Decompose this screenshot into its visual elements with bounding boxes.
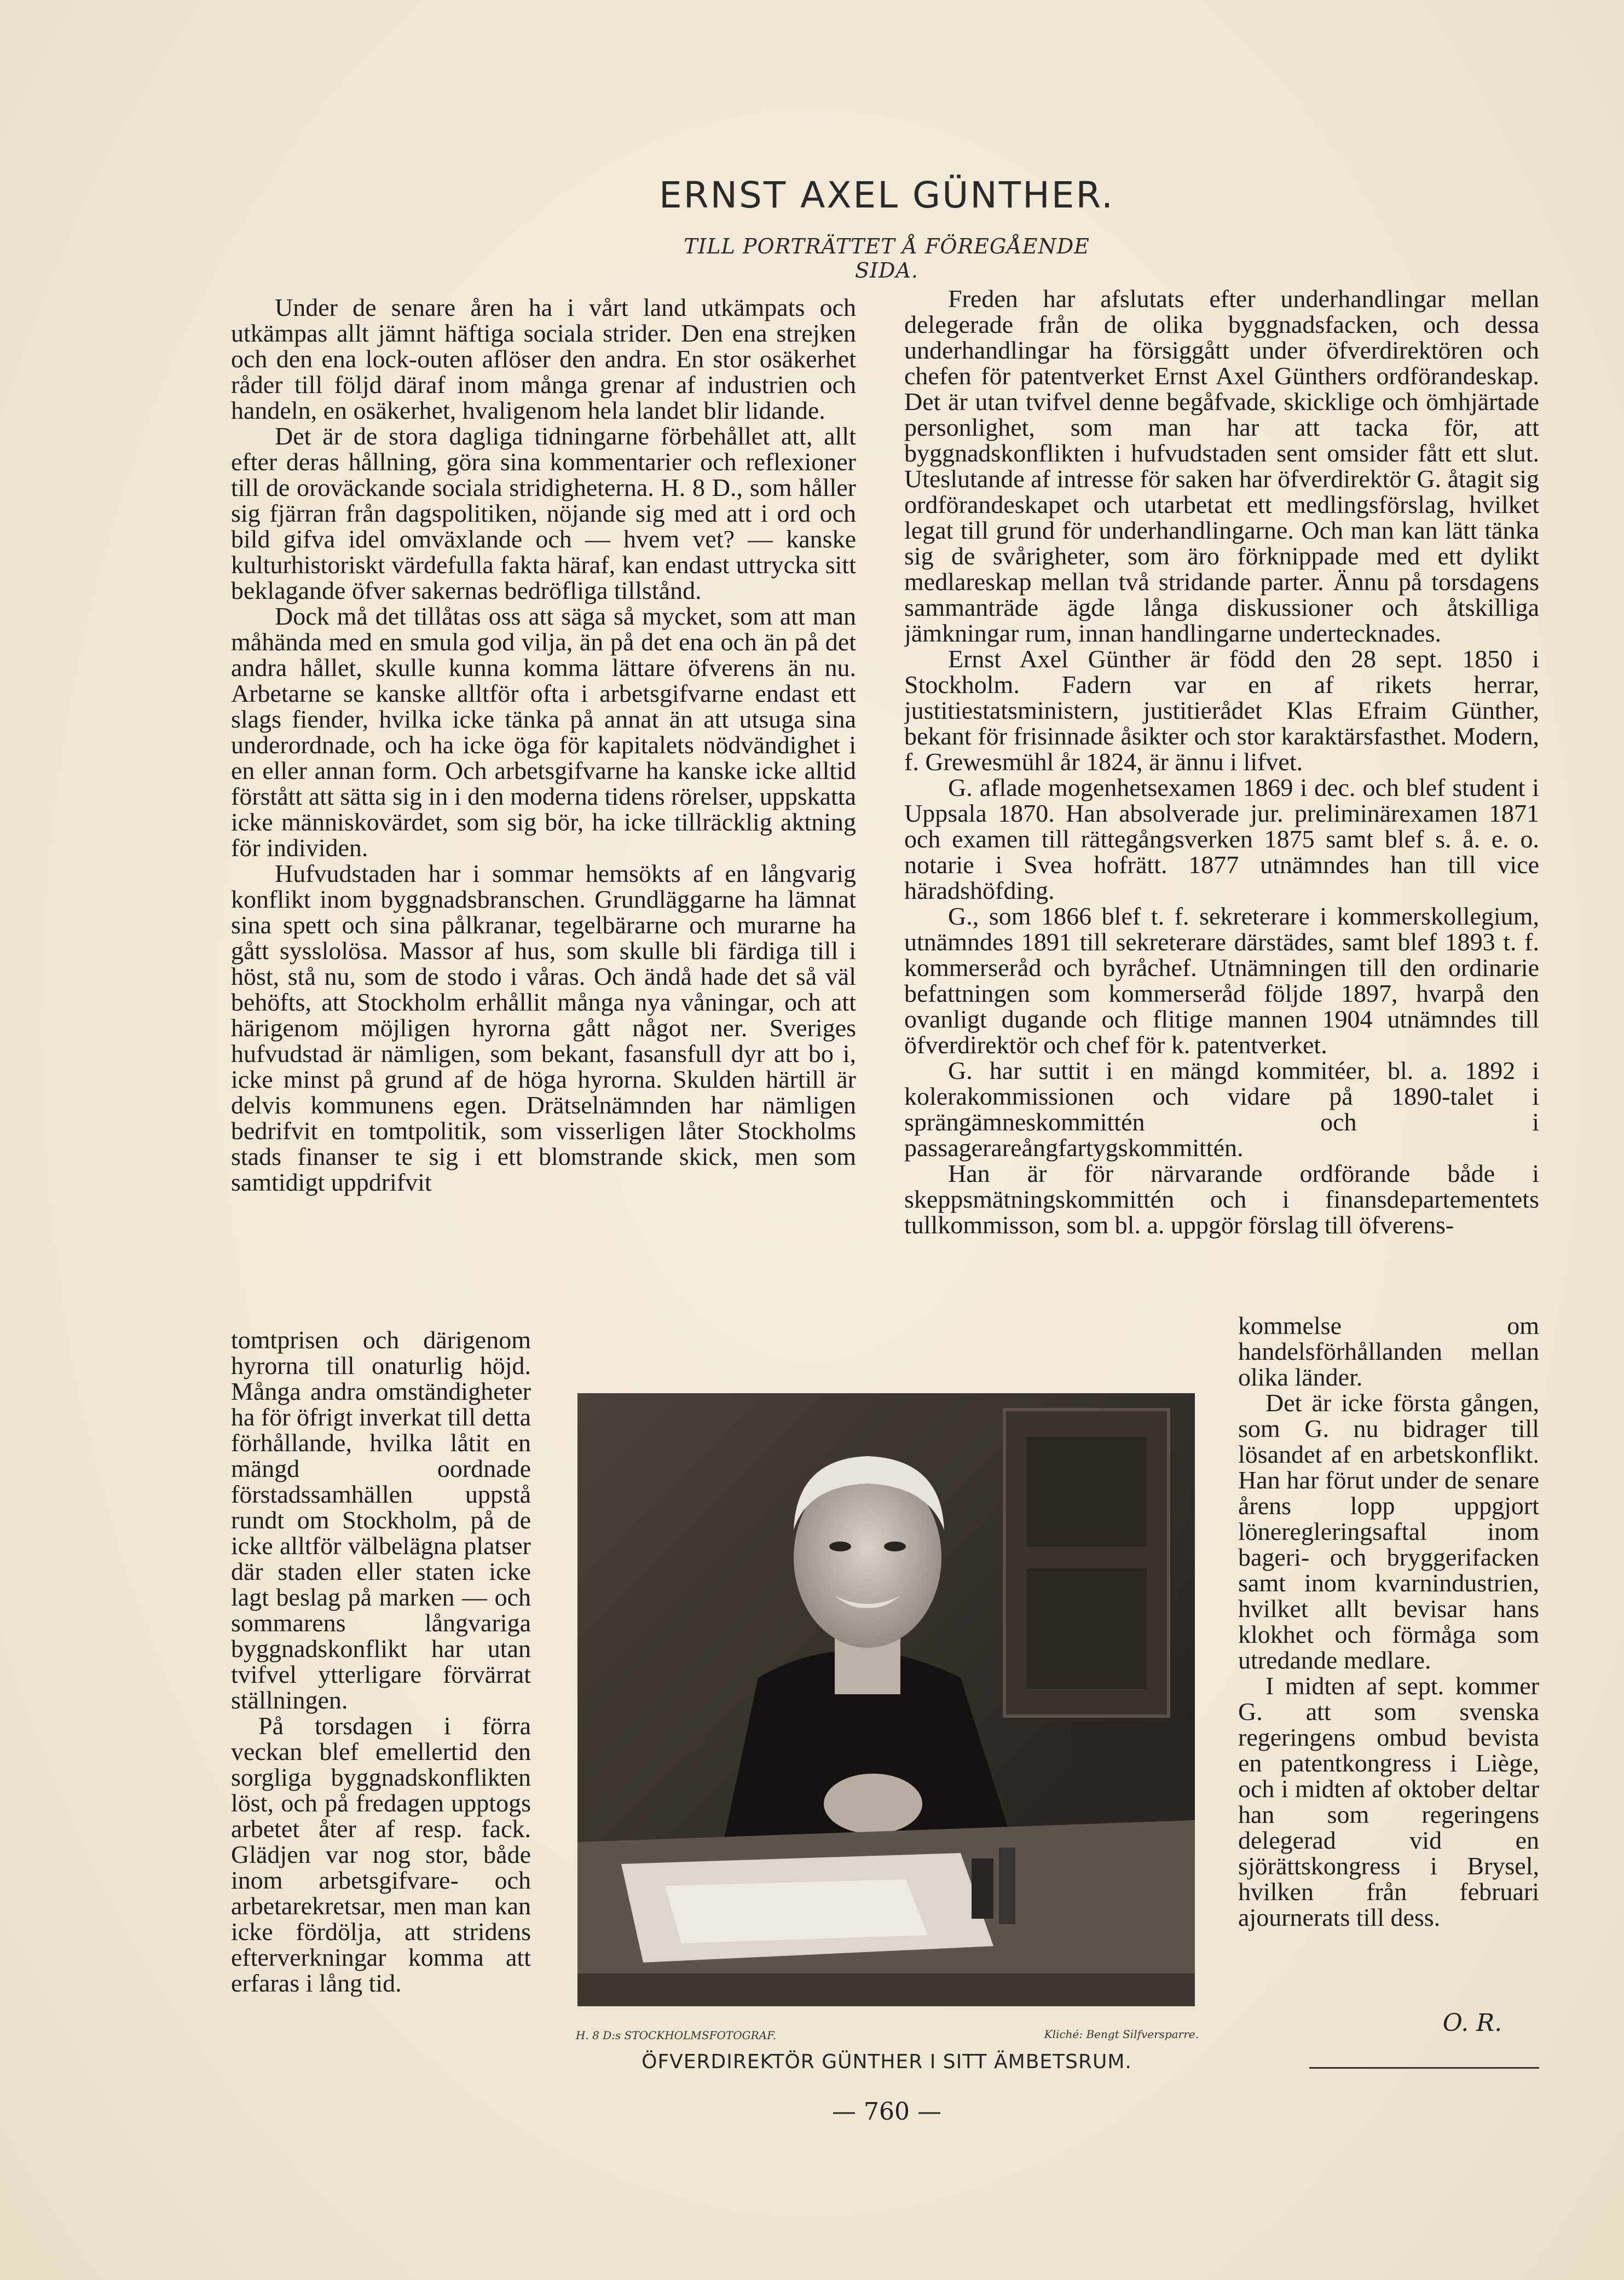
left-column <box>231 295 856 1340</box>
portrait-illustration <box>577 1393 1195 2006</box>
paragraph: kommelse om handelsförhållanden mellan olika länder. <box>1238 1313 1539 1391</box>
photo-caption: ÖFVERDIREKTÖR GÜNTHER I SITT ÄMBETSRUM. <box>641 2051 1132 2073</box>
article-title: ERNST AXEL GÜNTHER. <box>659 174 1114 216</box>
paragraph: tomtprisen och därigenom hyrorna till onaturlig höjd. Många andra omständigheter ha för öfrigt inverkat till detta förhållande, hvilka låtit en mängd oordnade förstadssamhällen uppstå rundt om Stockholm, på de icke alltför välbelägna platser där staden eller staten icke lagt beslag på marken — och sommarens långvariga byggnadskonflikt har utan tvifvel ytterligare förvärrat ställningen. <box>231 1327 531 1714</box>
signature-rule <box>1309 2067 1539 2069</box>
paragraph: G., som 1866 blef t. f. sekreterare i kommerskollegium, utnämndes 1891 till sekreterare därstädes, samt blef 1893 t. f. kommerseråd och byråchef. Utnämningen till den ordinarie befattningen som kommerseråd följde 1897, hvarpå den ovanligt dugande och flitige mannen 1904 utnämndes till öfverdirektör och chef för k. patentverket. <box>904 902 1539 1059</box>
paragraph: På torsdagen i förra veckan blef emellertid den sorgliga byggnadskonflikten löst, och på fredagen upptogs arbetet åter af resp. fack. Glädjen var nog stor, både inom arbetsgifvare- och arbetarekretsar, men man kan icke fördölja, att stridens efterverkningar komma att erfaras i lång tid. <box>231 1712 531 1997</box>
paragraph: Det är de stora dagliga tidningarne förbehållet att, allt efter deras hållning, göra sina kommentarier och reflexioner till de oroväckande sociala stridigheterna. H. 8 D., som håller sig fjärran från dagspolitiken, nöjande sig med att i ord och bild gifva idel omväxlande och — hvem vet? — kanske kulturhistoriskt värdefulla fakta häraf, kan endast uttrycka sitt beklagande öfver sakernas bedröfliga tillstånd. <box>231 422 856 604</box>
left-narrow-column <box>231 1327 531 2077</box>
paragraph: Under de senare åren ha i vårt land utkämpats och utkämpas allt jämnt häftiga sociala strider. Den ena strejken och den ena lock-outen aflöser den andra. En stor osäkerhet råder till följd däraf inom många grenar af industrien och handeln, en osäkerhet, hvaligenom hela landet blir lidande. <box>231 295 856 424</box>
paragraph: Freden har afslutats efter underhandlingar mellan delegerade från de olika byggnadsfacken, och dessa underhandlingar ha försiggått under öfverdirektören och chefen för patentverket Ernst Axel Günthers ordförandeskap. Det är utan tvifvel denne begåfvade, skicklige och ömhjärtade personlighet, som man har att tacka för, att byggnadskonflikten i hufvudstaden sent omsider fått ett slut. Uteslutande af intresse för saken har öfverdirektör G. åtagit sig ordförandeskapet och utarbetat ett medlingsförslag, hvilket legat till grund för underhandlingarne. Och man kan lätt tänka sig de svårigheter, som äro förknippade med ett dylikt medlareskap mellan två stridande parter. Ännu på torsdagens sammanträde ägde långa diskussioner och åtskilliga jämkningar rum, innan handlingarne undertecknades. <box>904 286 1539 647</box>
paragraph: Dock må det tillåtas oss att säga så mycket, som att man måhända med en smula god vilja, än på det ena och än på det andra hållet, skulle kunna komma lättare öfverens än nu. Arbetarne se kanske alltför ofta i arbetsgifvarne endast ett slags fiender, hvilka icke tänka på annat än att utsuga sina underordnade, och ha icke öga för kapitalets nödvändighet i en eller annan form. Och arbetsgifvarne ha kanske icke alltid förstått att sätta sig in i den moderna tidens rörelser, uppskatta icke människovärdet, som sig bör, ha icke tillräcklig aktning för individen. <box>231 602 856 862</box>
paragraph: I midten af sept. kommer G. att som svenska regeringens ombud bevista en patentkongress i Liège, och i midten af oktober deltar han som regeringens delegerad vid en sjörättskongress i Brysel, hvilken från februari ajournerats till dess. <box>1238 1672 1539 1931</box>
author-signature: O. R. <box>1442 2009 1502 2037</box>
paragraph: G. har suttit i en mängd kommitéer, bl. a. 1892 i kolerakommissionen och vidare på 1890-talet i sprängämneskommittén och i passagerareångfartygskommittén. <box>904 1057 1539 1162</box>
portrait-photo <box>577 1393 1195 2006</box>
paragraph: Ernst Axel Günther är född den 28 sept. 1850 i Stockholm. Fadern var en af rikets herrar, justitiestatsministern, justitierådet Klas Efraim Günther, bekant för frisinnade åsikter och stor karaktärsfasthet. Modern, f. Grewesmühl år 1824, är ännu i lifvet. <box>904 645 1539 776</box>
paragraph: G. aflade mogenhetsexamen 1869 i dec. och blef student i Uppsala 1870. Han absolverade jur. preliminärexamen 1871 och examen till rättegångsverken 1875 samt blef s. å. e. o. notarie i Svea hofrätt. 1877 utnämndes han till vice häradshöfding. <box>904 774 1539 904</box>
photo-credit-engraver: Kliché: Bengt Silfversparre. <box>1044 2028 1199 2041</box>
right-narrow-column <box>1238 1313 1539 2001</box>
article-subtitle: TILL PORTRÄTTET Å FÖREGÅENDE SIDA. <box>684 234 1090 282</box>
page-number: — 760 — <box>832 2098 941 2126</box>
paragraph: Det är icke första gången, som G. nu bidrager till lösandet af en arbetskonflikt. Han har förut under de senare årens lopp uppgjort löneregleringsaftal inom bageri- och bryggerifacken samt inom kvarnindustrien, hvilket allt bevisar hans klokhet och förmåga som utredande medlare. <box>1238 1389 1539 1674</box>
paragraph: Han är för närvarande ordförande både i skeppsmätningskommittén och i finansdepartementets tullkommisson, som bl. a. uppgör förslag till öfverens- <box>904 1159 1539 1239</box>
paragraph: Hufvudstaden har i sommar hemsökts af en långvarig konflikt inom byggnadsbranschen. Grundläggarne ha lämnat sina spett och sina pålkranar, tegelbärarne och murarne ha gått sysslolösa. Massor af hus, som skulle bli färdiga till i höst, stå nu, som de stodo i våras. Och ändå hade det så väl behöfts, att Stockholm erhållit många nya våningar, och att härigenom möjligen hyrorna gått något ner. Sveriges hufvudstad är nämligen, som bekant, fasansfull dyr att bo i, icke minst på grund af de höga hyrorna. Skulden härtill är delvis kommunens egen. Drätselnämnden har nämligen bedrifvit en tomtpolitik, som visserligen låter Stockholms stads finanser te sig i ett blomstrande skick, men som samtidigt uppdrifvit <box>231 859 856 1196</box>
right-column <box>904 286 1539 1309</box>
photo-credit-photographer: H. 8 D:s STOCKHOLMSFOTOGRAF. <box>576 2029 777 2042</box>
